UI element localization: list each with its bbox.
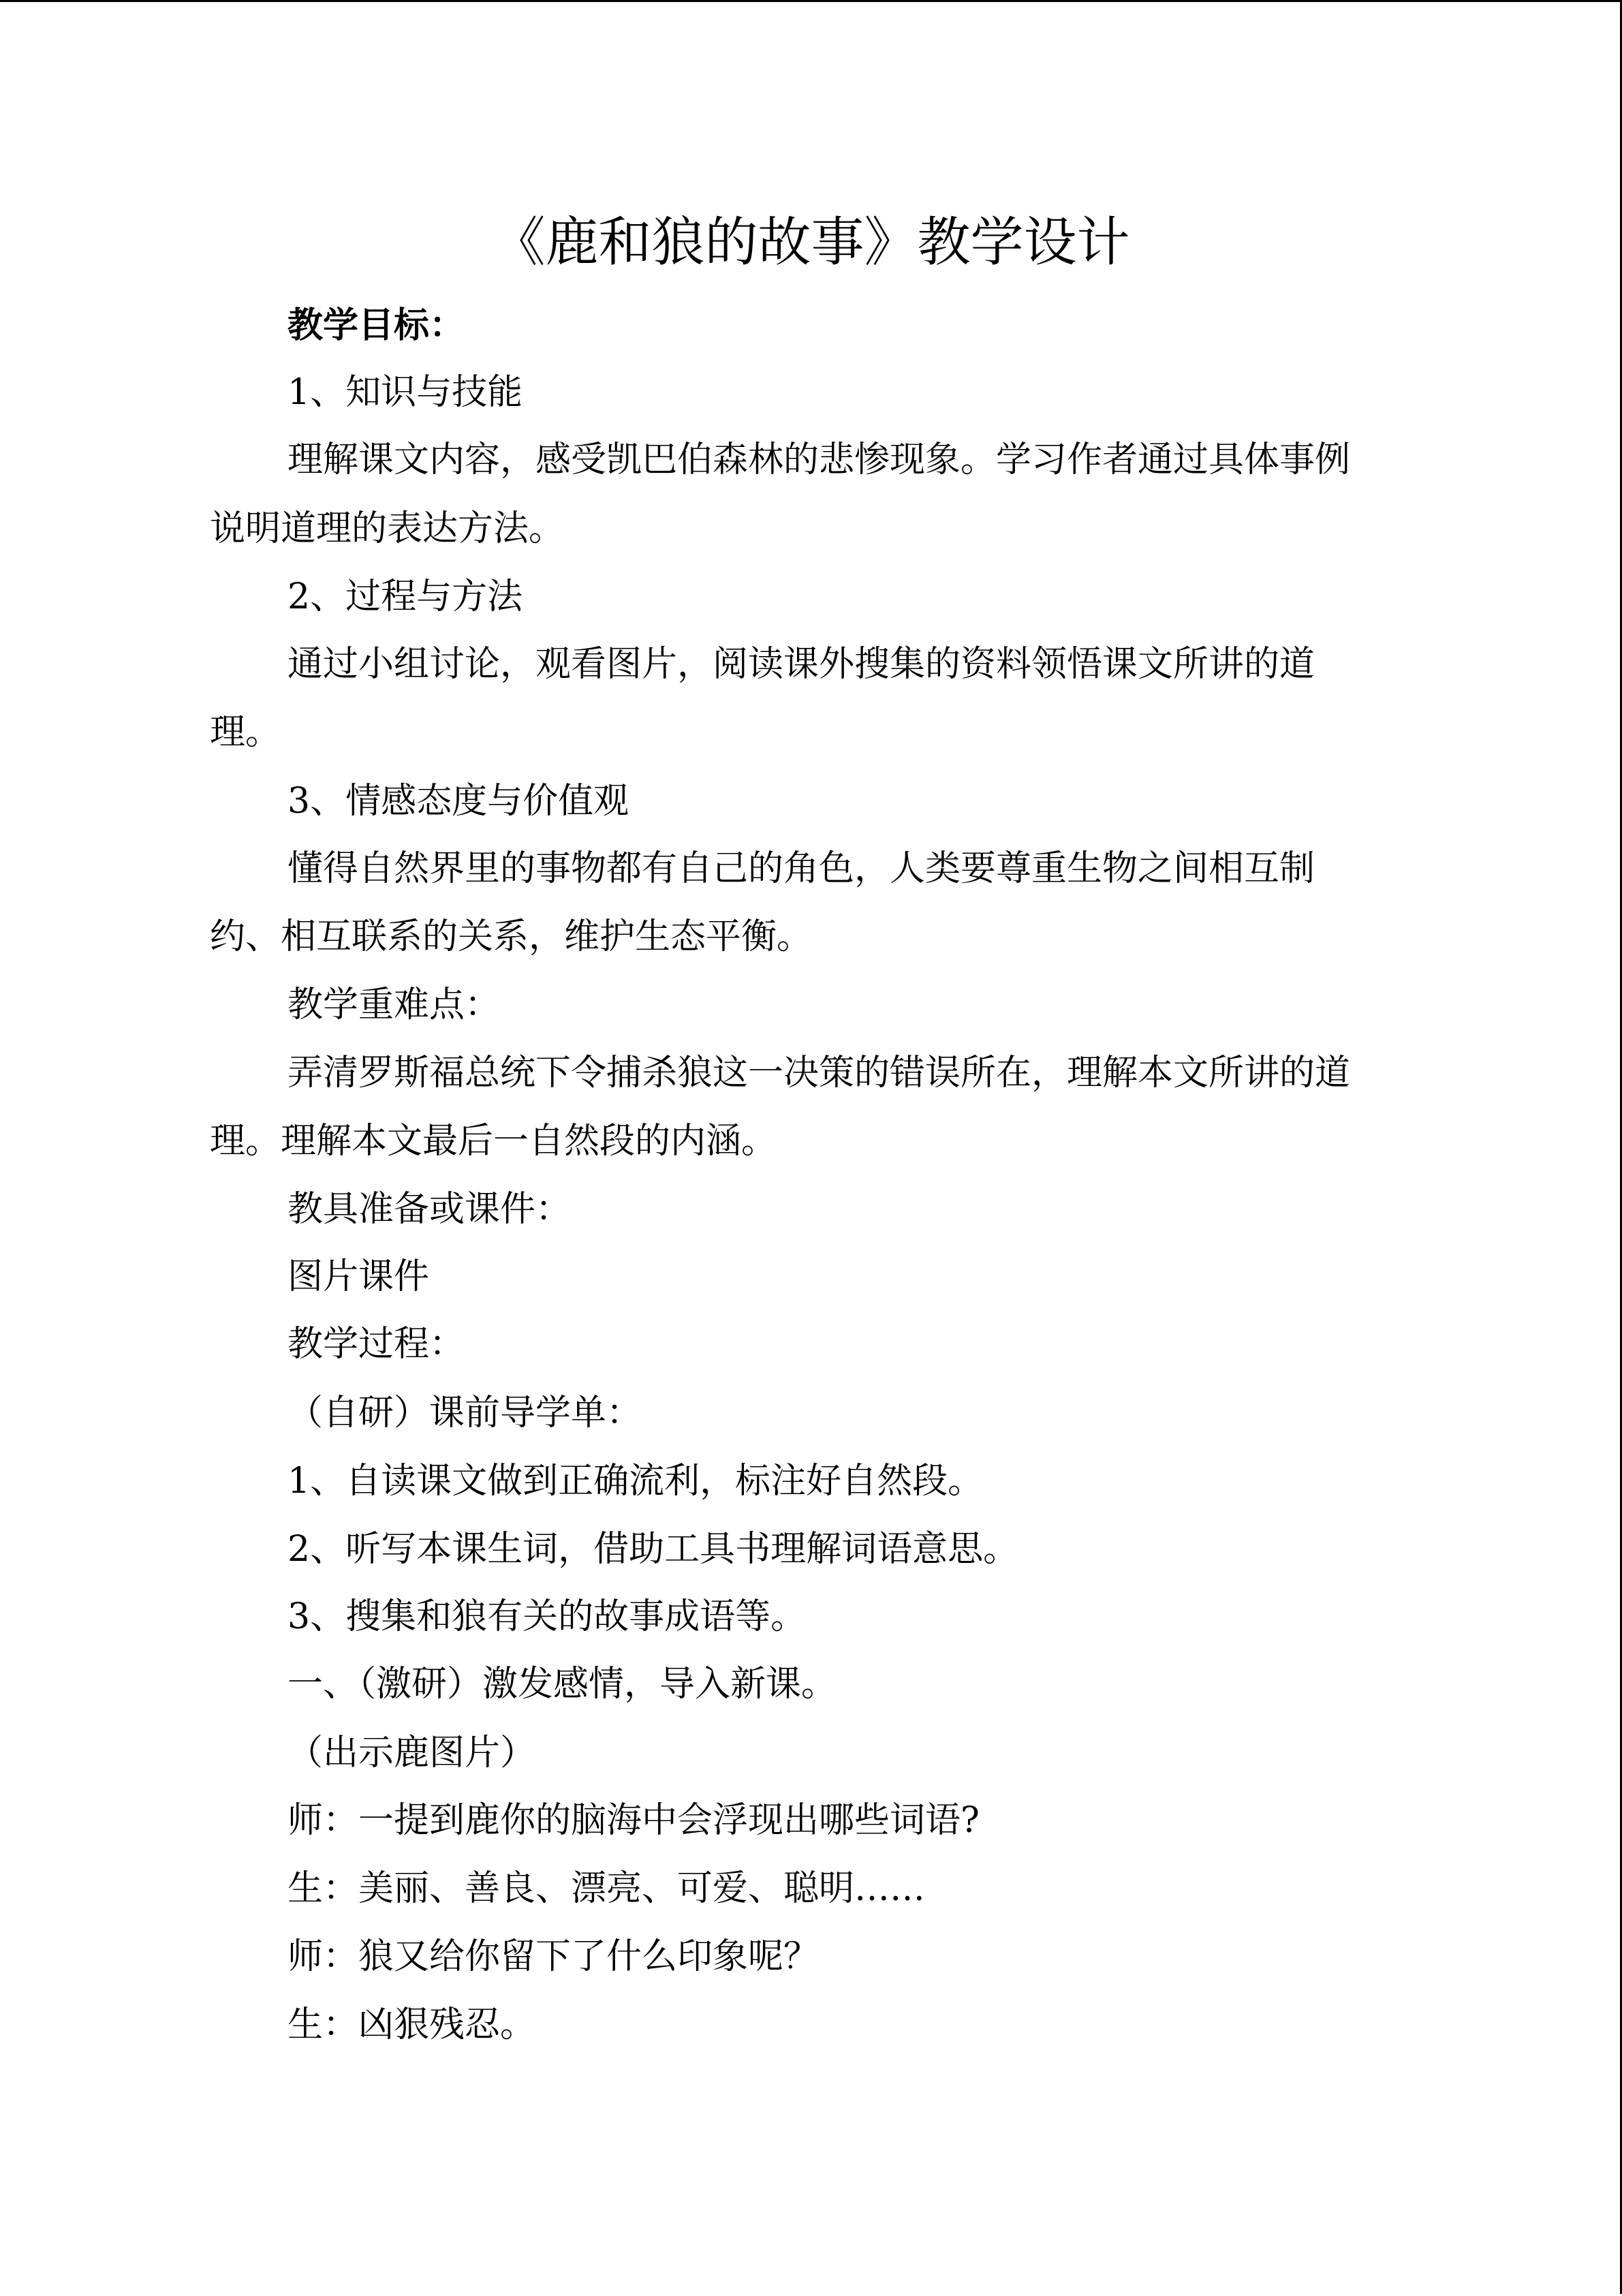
show-deer-picture-note: （出示鹿图片） — [287, 1733, 536, 1773]
pre-class-item-2: 2、听写本课生词，借助工具书理解词语意思。 — [287, 1529, 1019, 1570]
objective-knowledge-heading: 1、知识与技能 — [287, 372, 523, 413]
objective-emotion-line-1: 懂得自然界里的事物都有自己的角色，人类要尊重生物之间相互制 — [287, 848, 1315, 889]
heading-key-difficulties: 教学重难点： — [287, 984, 501, 1025]
document-body — [0, 2, 1622, 2296]
materials-line: 图片课件 — [287, 1256, 430, 1297]
document-title: 《鹿和狼的故事》教学设计 — [492, 212, 1130, 273]
objective-process-line-1: 通过小组讨论，观看图片，阅读课外搜集的资料领悟课文所讲的道 — [287, 644, 1315, 685]
objective-process-heading: 2、过程与方法 — [287, 576, 523, 617]
heading-teaching-process: 教学过程： — [287, 1324, 465, 1365]
pre-class-item-1: 1、自读课文做到正确流利，标注好自然段。 — [287, 1461, 984, 1502]
teacher-question-2: 师：狼又给你留下了什么印象呢？ — [287, 1936, 820, 1977]
key-difficulties-line-1: 弄清罗斯福总统下令捕杀狼这一决策的错误所在，理解本文所讲的道 — [287, 1053, 1351, 1093]
objective-process-line-2: 理。 — [210, 712, 281, 753]
pre-class-guide-heading: （自研）课前导学单： — [287, 1393, 642, 1433]
key-difficulties-line-2: 理。理解本文最后一自然段的内涵。 — [210, 1121, 777, 1162]
objective-knowledge-line-2: 说明道理的表达方法。 — [210, 508, 565, 549]
objective-emotion-heading: 3、情感态度与价值观 — [287, 781, 629, 822]
objective-knowledge-line-1: 理解课文内容，感受凯巴伯森林的悲惨现象。学习作者通过具体事例 — [287, 439, 1351, 480]
pre-class-item-3: 3、搜集和狼有关的故事成语等。 — [287, 1596, 807, 1637]
teacher-question-1: 师：一提到鹿你的脑海中会浮现出哪些词语? — [287, 1800, 980, 1841]
student-answer-1: 生：美丽、善良、漂亮、可爱、聪明…… — [287, 1868, 926, 1909]
section-one-heading: 一、（激研）激发感情，导入新课。 — [287, 1664, 837, 1705]
student-answer-2: 生：凶狠残忍。 — [287, 2004, 536, 2045]
heading-teaching-objectives: 教学目标： — [287, 305, 465, 346]
objective-emotion-line-2: 约、相互联系的关系，维护生态平衡。 — [210, 916, 813, 957]
heading-materials: 教具准备或课件： — [287, 1189, 572, 1230]
